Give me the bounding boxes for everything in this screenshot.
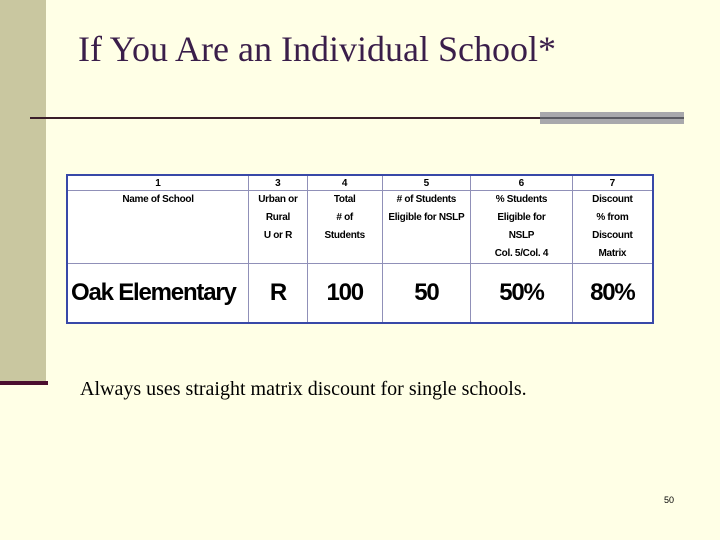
- header-discount: [572, 191, 653, 264]
- title-underline: [30, 117, 540, 119]
- header-line: Rural: [265, 212, 290, 223]
- header-line: Matrix: [598, 248, 627, 259]
- header-line: % from: [596, 212, 629, 223]
- column-number: 7: [572, 175, 653, 191]
- header-nslp-students: [382, 191, 471, 264]
- cell-urban-rural: R: [249, 264, 308, 324]
- page-number: 50: [664, 495, 675, 505]
- cell-total-students: 100: [307, 264, 382, 324]
- header-line: Name of School: [122, 194, 194, 205]
- header-urban-rural: [249, 191, 308, 264]
- title-underline-accent-line: [540, 117, 684, 119]
- column-number-row: [67, 175, 653, 191]
- column-number: 3: [249, 175, 308, 191]
- header-total-students: [307, 191, 382, 264]
- column-number: 1: [67, 175, 249, 191]
- column-number: 5: [382, 175, 471, 191]
- header-line: Discount: [592, 194, 633, 205]
- left-accent-bar: [0, 0, 46, 381]
- cell-school-name: Oak Elementary: [67, 264, 249, 324]
- column-number: 4: [307, 175, 382, 191]
- header-name-of-school: [67, 191, 249, 264]
- header-line: Urban or: [258, 194, 298, 205]
- slide-title: If You Are an Individual School*: [78, 29, 556, 69]
- header-line: Students: [324, 230, 365, 241]
- header-line: # of Students: [396, 194, 457, 205]
- header-line: Eligible for: [497, 212, 546, 223]
- column-number: 6: [471, 175, 573, 191]
- cell-nslp-students: 50: [382, 264, 471, 324]
- header-line: Eligible for NSLP: [388, 212, 465, 223]
- header-line: U or R: [263, 230, 293, 241]
- header-line: % Students: [495, 194, 548, 205]
- header-percent-nslp: [471, 191, 573, 264]
- column-header-row: [67, 191, 653, 264]
- left-accent-line: [0, 381, 48, 385]
- footnote-text: Always uses straight matrix discount for single schools.: [80, 378, 527, 400]
- header-line: NSLP: [508, 230, 535, 241]
- cell-percent-nslp: 50%: [471, 264, 573, 324]
- discount-matrix-table: [66, 174, 654, 324]
- header-line: # of: [336, 212, 353, 223]
- cell-discount: 80%: [572, 264, 653, 324]
- header-line: Total: [333, 194, 356, 205]
- table-row: [67, 264, 653, 324]
- header-line: Discount: [592, 230, 633, 241]
- header-line: Col. 5/Col. 4: [494, 248, 549, 259]
